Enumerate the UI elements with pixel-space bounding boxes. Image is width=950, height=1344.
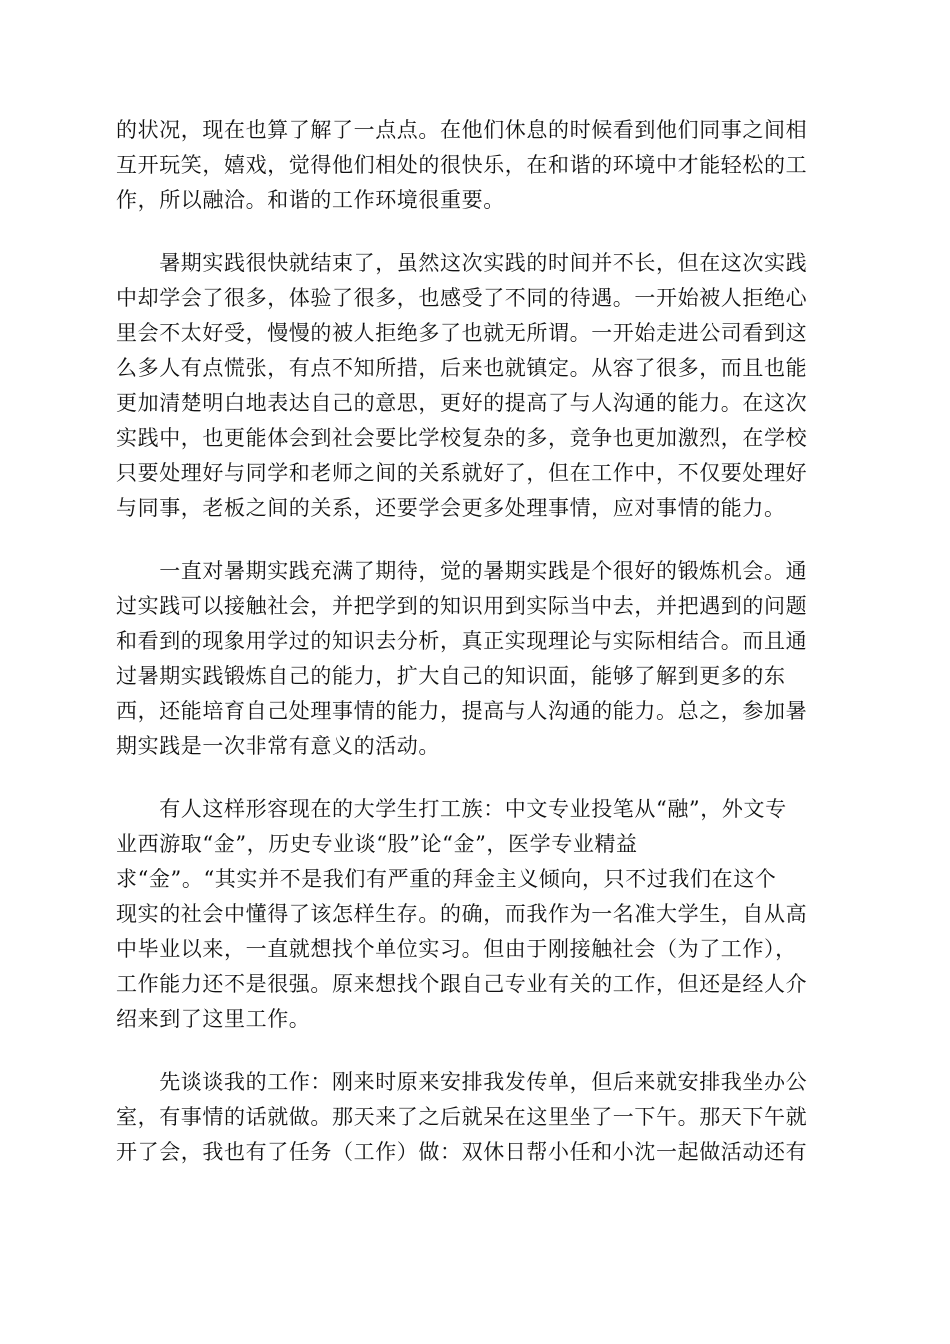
text-line: 西，还能培育自己处理事情的能力，提高与人沟通的能力。总之，参加暑 <box>116 699 808 723</box>
text-line: 更加清楚明白地表达自己的意思，更好的提高了与人沟通的能力。在这次 <box>116 391 808 415</box>
text-line: 的状况，现在也算了解了一点点。在他们休息的时候看到他们同事之间相 <box>116 118 808 142</box>
text-line: 中却学会了很多，体验了很多，也感受了不同的待遇。一开始被人拒绝心 <box>116 286 808 310</box>
text-line: 有人这样形容现在的大学生打工族：中文专业投笔从“融”，外文专 <box>116 797 787 821</box>
text-line: 与同事，老板之间的关系，还要学会更多处理事情，应对事情的能力。 <box>116 496 786 520</box>
text-line: 只要处理好与同学和老师之间的关系就好了，但在工作中，不仅要处理好 <box>116 461 808 485</box>
text-line: 和看到的现象用学过的知识去分析，真正实现理论与实际相结合。而且通 <box>116 629 808 653</box>
text-line: 先谈谈我的工作：刚来时原来安排我发传单，但后来就安排我坐办公 <box>116 1070 808 1094</box>
text-line: 实践中，也更能体会到社会要比学校复杂的多，竞争也更加激烈，在学校 <box>116 426 808 450</box>
text-line: 一直对暑期实践充满了期待，觉的暑期实践是个很好的锻炼机会。通 <box>116 559 808 583</box>
text-line: 过暑期实践锻炼自己的能力，扩大自己的知识面，能够了解到更多的东 <box>116 664 786 688</box>
text-line: 业西游取“金”，历史专业谈“股”论“金”，医学专业精益 <box>116 832 638 856</box>
text-line: 工作能力还不是很强。原来想找个跟自己专业有关的工作，但还是经人介 <box>116 972 808 996</box>
text-line: 过实践可以接触社会，并把学到的知识用到实际当中去，并把遇到的问题 <box>116 594 808 618</box>
text-line: 作，所以融洽。和谐的工作环境很重要。 <box>116 188 505 212</box>
text-line: 现实的社会中懂得了该怎样生存。的确，而我作为一名准大学生，自从高 <box>116 902 808 926</box>
text-line: 中毕业以来，一直就想找个单位实习。但由于刚接触社会（为了工作）， <box>116 937 797 961</box>
text-line: 室，有事情的话就做。那天来了之后就呆在这里坐了一下午。那天下午就 <box>116 1105 808 1129</box>
paragraph-1 <box>116 113 836 218</box>
text-line: 里会不太好受，慢慢的被人拒绝多了也就无所谓。一开始走进公司看到这 <box>116 321 808 345</box>
paragraph-5 <box>116 1065 836 1170</box>
paragraph-4 <box>116 792 836 1037</box>
paragraph-3 <box>116 554 836 764</box>
text-line: 暑期实践很快就结束了，虽然这次实践的时间并不长，但在这次实践 <box>116 251 808 275</box>
text-line: 求“金”。“其实并不是我们有严重的拜金主义倾向，只不过我们在这个 <box>116 867 777 891</box>
text-line: 互开玩笑，嬉戏，觉得他们相处的很快乐，在和谐的环境中才能轻松的工 <box>116 153 808 177</box>
document-body <box>116 113 836 1198</box>
text-line: 绍来到了这里工作。 <box>116 1007 311 1031</box>
paragraph-2 <box>116 246 836 526</box>
text-line: 期实践是一次非常有意义的活动。 <box>116 734 440 758</box>
text-line: 开了会，我也有了任务（工作）做：双休日帮小任和小沈一起做活动还有 <box>116 1140 808 1164</box>
text-line: 么多人有点慌张，有点不知所措，后来也就镇定。从容了很多，而且也能 <box>116 356 808 380</box>
